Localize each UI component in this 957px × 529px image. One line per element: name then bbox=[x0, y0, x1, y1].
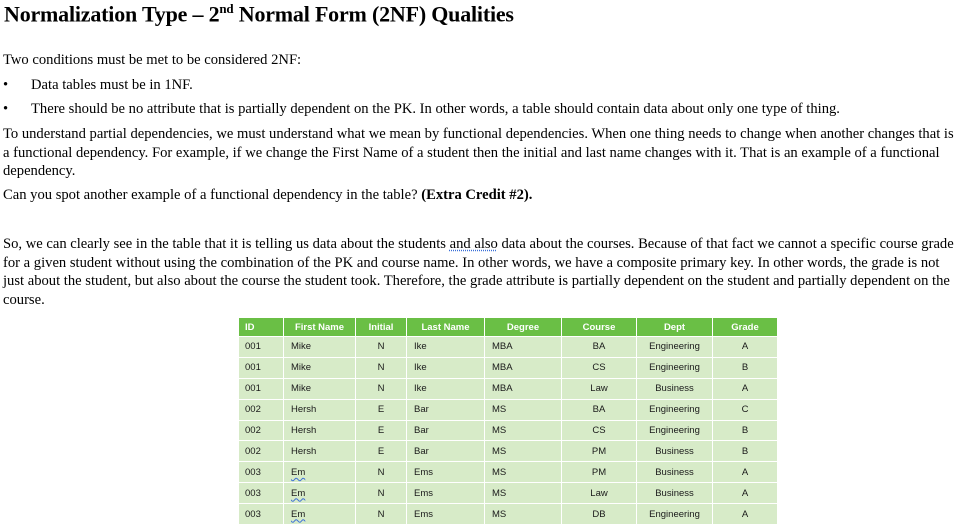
explanation-after: data about the courses. Because of that fact we cannot a specific course grade for a given student without using the combination of the PK and course name. In other words, we have a composite primary key. In other words, the grade is not just about the student, but also about the course the student took. Therefore, the grade attribute is partially dependent on the student and partially dependent on the course. bbox=[3, 236, 954, 308]
cell-dept: Engineering bbox=[637, 358, 712, 378]
table-row bbox=[239, 337, 777, 357]
question-text: Can you spot another example of a functional dependency in the table? bbox=[3, 187, 422, 203]
cell-last-name: Bar bbox=[407, 400, 484, 420]
explanation-before: So, we can clearly see in the table that it is telling us data about the students bbox=[3, 236, 450, 252]
cell-initial: N bbox=[356, 358, 406, 378]
spell-marked-name: Em bbox=[291, 508, 306, 520]
cell-first-name: Hersh bbox=[284, 421, 355, 441]
cell-course: BA bbox=[562, 400, 636, 420]
cell-degree: MS bbox=[485, 483, 561, 503]
cell-id: 002 bbox=[239, 441, 283, 461]
cell-last-name: Ems bbox=[407, 483, 484, 503]
cell-first-name: Mike bbox=[284, 358, 355, 378]
cell-course: CS bbox=[562, 421, 636, 441]
cell-grade: B bbox=[713, 441, 777, 461]
cell-course: DB bbox=[562, 504, 636, 524]
cell-grade: A bbox=[713, 504, 777, 524]
table-row bbox=[239, 441, 777, 461]
table-row bbox=[239, 400, 777, 420]
table-row bbox=[239, 504, 777, 524]
cell-first-name: Hersh bbox=[284, 441, 355, 461]
cell-grade: A bbox=[713, 462, 777, 482]
cell-degree: MS bbox=[485, 504, 561, 524]
header-last-name: Last Name bbox=[407, 318, 484, 336]
spell-marked-name: Em bbox=[291, 466, 306, 478]
cell-course: CS bbox=[562, 358, 636, 378]
title-superscript: nd bbox=[219, 1, 234, 16]
intro-text: Two conditions must be met to be considered 2NF: bbox=[3, 52, 302, 68]
cell-last-name: Ems bbox=[407, 504, 484, 524]
cell-first-name bbox=[284, 504, 355, 524]
header-degree: Degree bbox=[485, 318, 561, 336]
cell-first-name bbox=[284, 462, 355, 482]
cell-dept: Engineering bbox=[637, 504, 712, 524]
explanation-marked: and also bbox=[449, 236, 498, 252]
student-grades-table bbox=[238, 317, 778, 525]
table-header-row bbox=[239, 318, 777, 336]
bullet-item-partial-dependency bbox=[3, 101, 840, 118]
cell-degree: MBA bbox=[485, 337, 561, 357]
cell-id: 003 bbox=[239, 462, 283, 482]
cell-grade: C bbox=[713, 400, 777, 420]
cell-last-name: Ike bbox=[407, 358, 484, 378]
cell-id: 003 bbox=[239, 483, 283, 503]
functional-dependency-paragraph: To understand partial dependencies, we must understand what we mean by functional dependencies. When one thing needs to change when another changes that is a functional dependency. For example, if we change the First Name of a student then the initial and last name changes with it. That is an example of a functional dependency. bbox=[3, 126, 954, 179]
cell-degree: MS bbox=[485, 462, 561, 482]
cell-degree: MS bbox=[485, 400, 561, 420]
cell-course: PM bbox=[562, 441, 636, 461]
title-prefix: Normalization Type – 2 bbox=[4, 1, 220, 27]
spell-marked-name: Em bbox=[291, 487, 306, 499]
cell-degree: MS bbox=[485, 441, 561, 461]
header-dept: Dept bbox=[637, 318, 712, 336]
cell-degree: MS bbox=[485, 421, 561, 441]
cell-initial: N bbox=[356, 337, 406, 357]
cell-grade: A bbox=[713, 483, 777, 503]
cell-course: PM bbox=[562, 462, 636, 482]
page-title bbox=[4, 1, 514, 27]
cell-initial: N bbox=[356, 462, 406, 482]
header-initial: Initial bbox=[356, 318, 406, 336]
cell-degree: MBA bbox=[485, 358, 561, 378]
cell-first-name: Hersh bbox=[284, 400, 355, 420]
header-first-name: First Name bbox=[284, 318, 355, 336]
title-suffix: Normal Form (2NF) Qualities bbox=[233, 1, 514, 27]
cell-dept: Business bbox=[637, 379, 712, 399]
bullet-item-1nf bbox=[3, 77, 193, 94]
cell-dept: Engineering bbox=[637, 337, 712, 357]
table-row bbox=[239, 358, 777, 378]
cell-id: 003 bbox=[239, 504, 283, 524]
extra-credit-question bbox=[3, 186, 532, 205]
cell-last-name: Ike bbox=[407, 379, 484, 399]
cell-id: 002 bbox=[239, 421, 283, 441]
cell-id: 001 bbox=[239, 358, 283, 378]
cell-last-name: Bar bbox=[407, 421, 484, 441]
cell-course: BA bbox=[562, 337, 636, 357]
cell-id: 001 bbox=[239, 379, 283, 399]
cell-dept: Engineering bbox=[637, 400, 712, 420]
cell-dept: Engineering bbox=[637, 421, 712, 441]
cell-first-name bbox=[284, 483, 355, 503]
table-row bbox=[239, 379, 777, 399]
cell-grade: A bbox=[713, 379, 777, 399]
cell-initial: E bbox=[356, 400, 406, 420]
cell-initial: E bbox=[356, 421, 406, 441]
composite-key-paragraph bbox=[3, 235, 955, 309]
cell-grade: B bbox=[713, 421, 777, 441]
table-row bbox=[239, 462, 777, 482]
cell-first-name: Mike bbox=[284, 379, 355, 399]
bullet-text: Data tables must be in 1NF. bbox=[31, 77, 193, 93]
cell-initial: N bbox=[356, 483, 406, 503]
cell-initial: E bbox=[356, 441, 406, 461]
cell-initial: N bbox=[356, 504, 406, 524]
header-id: ID bbox=[239, 318, 283, 336]
cell-initial: N bbox=[356, 379, 406, 399]
cell-dept: Business bbox=[637, 483, 712, 503]
cell-id: 002 bbox=[239, 400, 283, 420]
table-row bbox=[239, 483, 777, 503]
extra-credit-label: (Extra Credit #2). bbox=[421, 187, 533, 203]
table-row bbox=[239, 421, 777, 441]
header-course: Course bbox=[562, 318, 636, 336]
bullet-text: There should be no attribute that is partially dependent on the PK. In other words, a table should contain data about only one type of thing. bbox=[31, 101, 840, 117]
cell-dept: Business bbox=[637, 441, 712, 461]
cell-grade: B bbox=[713, 358, 777, 378]
cell-course: Law bbox=[562, 379, 636, 399]
bullet-dot-icon: • bbox=[3, 77, 9, 93]
cell-grade: A bbox=[713, 337, 777, 357]
cell-last-name: Bar bbox=[407, 441, 484, 461]
bullet-dot-icon: • bbox=[3, 101, 9, 117]
cell-id: 001 bbox=[239, 337, 283, 357]
cell-last-name: Ike bbox=[407, 337, 484, 357]
cell-course: Law bbox=[562, 483, 636, 503]
cell-first-name: Mike bbox=[284, 337, 355, 357]
header-grade: Grade bbox=[713, 318, 777, 336]
cell-degree: MBA bbox=[485, 379, 561, 399]
cell-dept: Business bbox=[637, 462, 712, 482]
cell-last-name: Ems bbox=[407, 462, 484, 482]
